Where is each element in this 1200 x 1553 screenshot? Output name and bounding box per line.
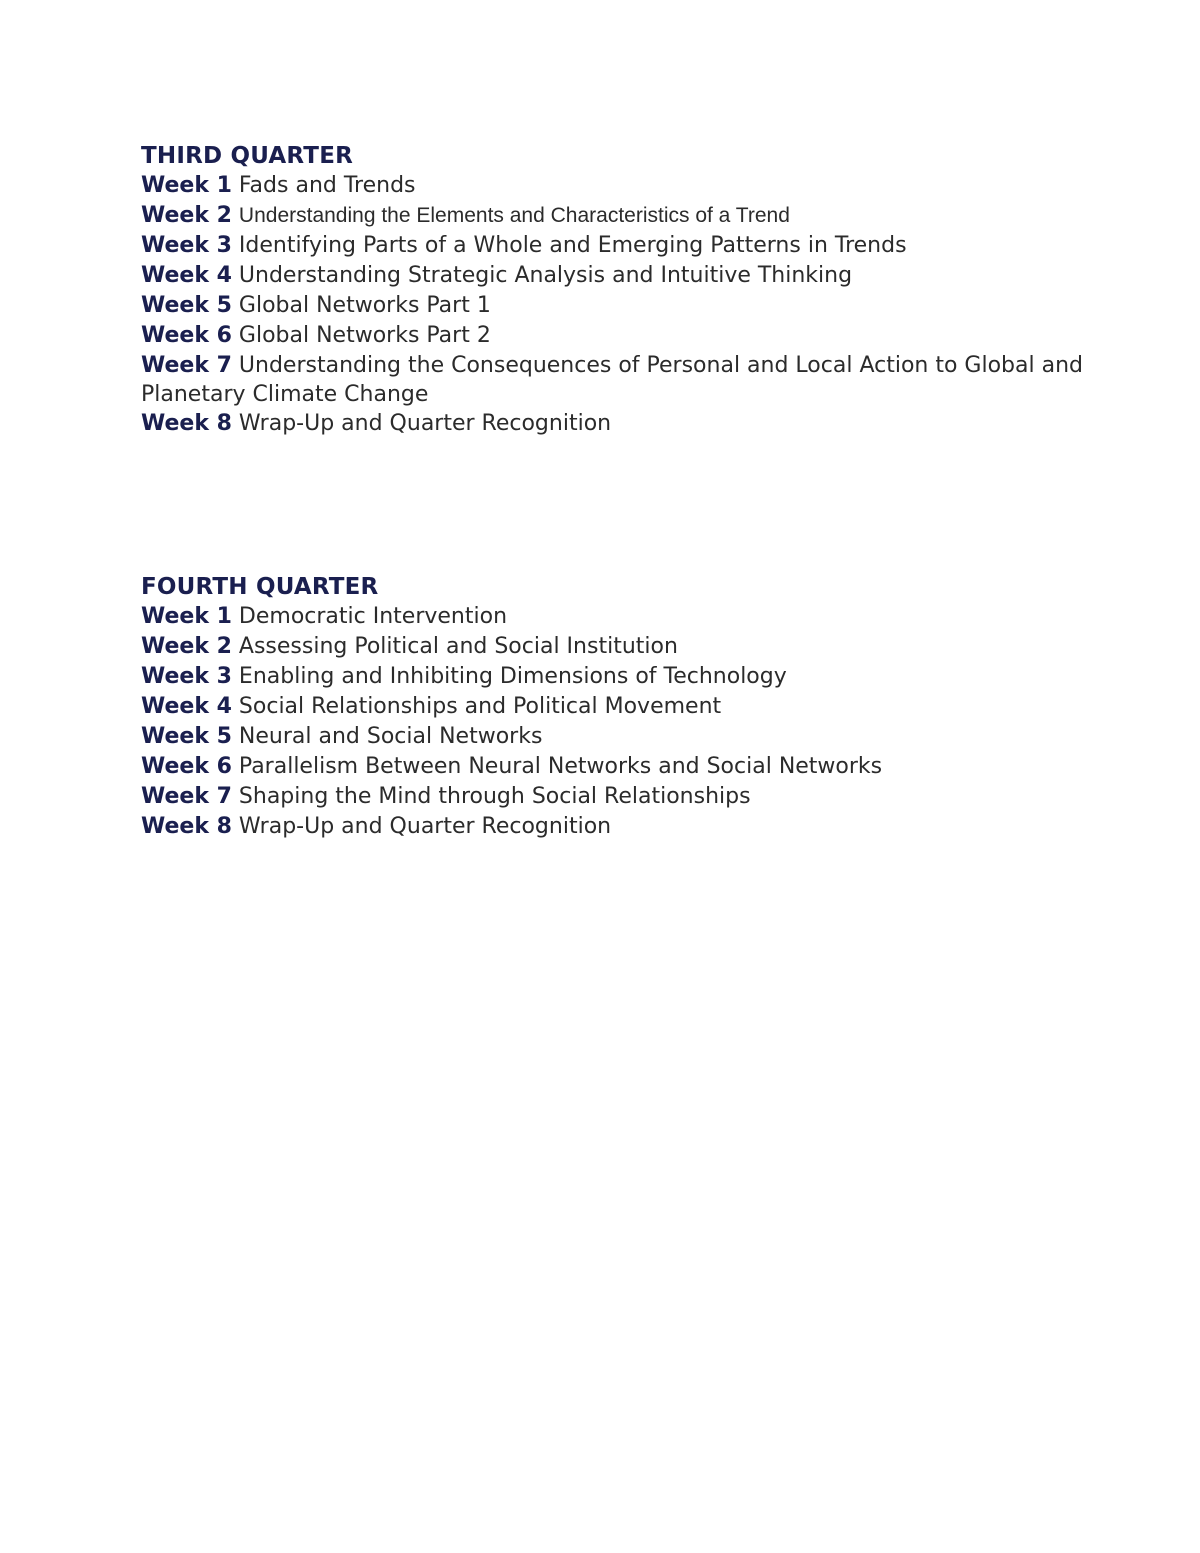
q3-week-8 xyxy=(141,409,1101,439)
week-label: Week 6 xyxy=(141,754,232,779)
week-topic: Fads and Trends xyxy=(238,173,416,198)
q4-week-4 xyxy=(141,692,1101,722)
q3-week-6 xyxy=(141,321,1101,351)
week-topic: Understanding Strategic Analysis and Intuitive Thinking xyxy=(238,263,853,288)
week-topic: Wrap-Up and Quarter Recognition xyxy=(238,814,612,839)
week-topic: Neural and Social Networks xyxy=(238,724,543,749)
week-topic: Parallelism Between Neural Networks and Social Networks xyxy=(238,754,883,779)
q4-week-2 xyxy=(141,632,1101,662)
q3-week-5 xyxy=(141,291,1101,321)
fourth-quarter-section xyxy=(141,573,1101,842)
q3-week-4 xyxy=(141,261,1101,291)
week-label: Week 8 xyxy=(141,411,232,436)
week-label: Week 3 xyxy=(141,233,232,258)
q3-week-7 xyxy=(141,351,1101,409)
week-topic: Understanding the Elements and Characteristics of a Trend xyxy=(238,204,790,227)
week-label: Week 7 xyxy=(141,784,232,809)
q4-week-8 xyxy=(141,812,1101,842)
week-label: Week 4 xyxy=(141,263,232,288)
week-label: Week 4 xyxy=(141,694,232,719)
week-topic: Understanding the Consequences of Personal and Local Action to Global and Planetary Climate Change xyxy=(141,353,1083,407)
week-topic: Global Networks Part 2 xyxy=(238,323,491,348)
week-label: Week 6 xyxy=(141,323,232,348)
week-label: Week 1 xyxy=(141,604,232,629)
week-label: Week 2 xyxy=(141,203,232,228)
week-label: Week 1 xyxy=(141,173,232,198)
week-label: Week 2 xyxy=(141,634,232,659)
q4-week-7 xyxy=(141,782,1101,812)
week-topic: Identifying Parts of a Whole and Emerging Patterns in Trends xyxy=(238,233,907,258)
week-topic: Enabling and Inhibiting Dimensions of Technology xyxy=(238,664,787,689)
q4-week-1 xyxy=(141,602,1101,632)
week-label: Week 7 xyxy=(141,353,232,378)
week-topic: Social Relationships and Political Movement xyxy=(238,694,722,719)
week-topic: Global Networks Part 1 xyxy=(238,293,491,318)
q4-week-5 xyxy=(141,722,1101,752)
week-topic: Assessing Political and Social Institution xyxy=(238,634,678,659)
third-quarter-section xyxy=(141,142,1101,439)
q4-week-6 xyxy=(141,752,1101,782)
q3-week-3 xyxy=(141,231,1101,261)
week-label: Week 5 xyxy=(141,293,232,318)
week-label: Week 3 xyxy=(141,664,232,689)
week-label: Week 8 xyxy=(141,814,232,839)
third-quarter-heading: THIRD QUARTER xyxy=(141,143,354,169)
week-topic: Shaping the Mind through Social Relationships xyxy=(238,784,751,809)
q3-week-2 xyxy=(141,201,1101,231)
week-label: Week 5 xyxy=(141,724,232,749)
q3-week-1 xyxy=(141,171,1101,201)
fourth-quarter-heading: FOURTH QUARTER xyxy=(141,574,379,600)
q4-week-3 xyxy=(141,662,1101,692)
week-topic: Wrap-Up and Quarter Recognition xyxy=(238,411,612,436)
week-topic: Democratic Intervention xyxy=(238,604,508,629)
